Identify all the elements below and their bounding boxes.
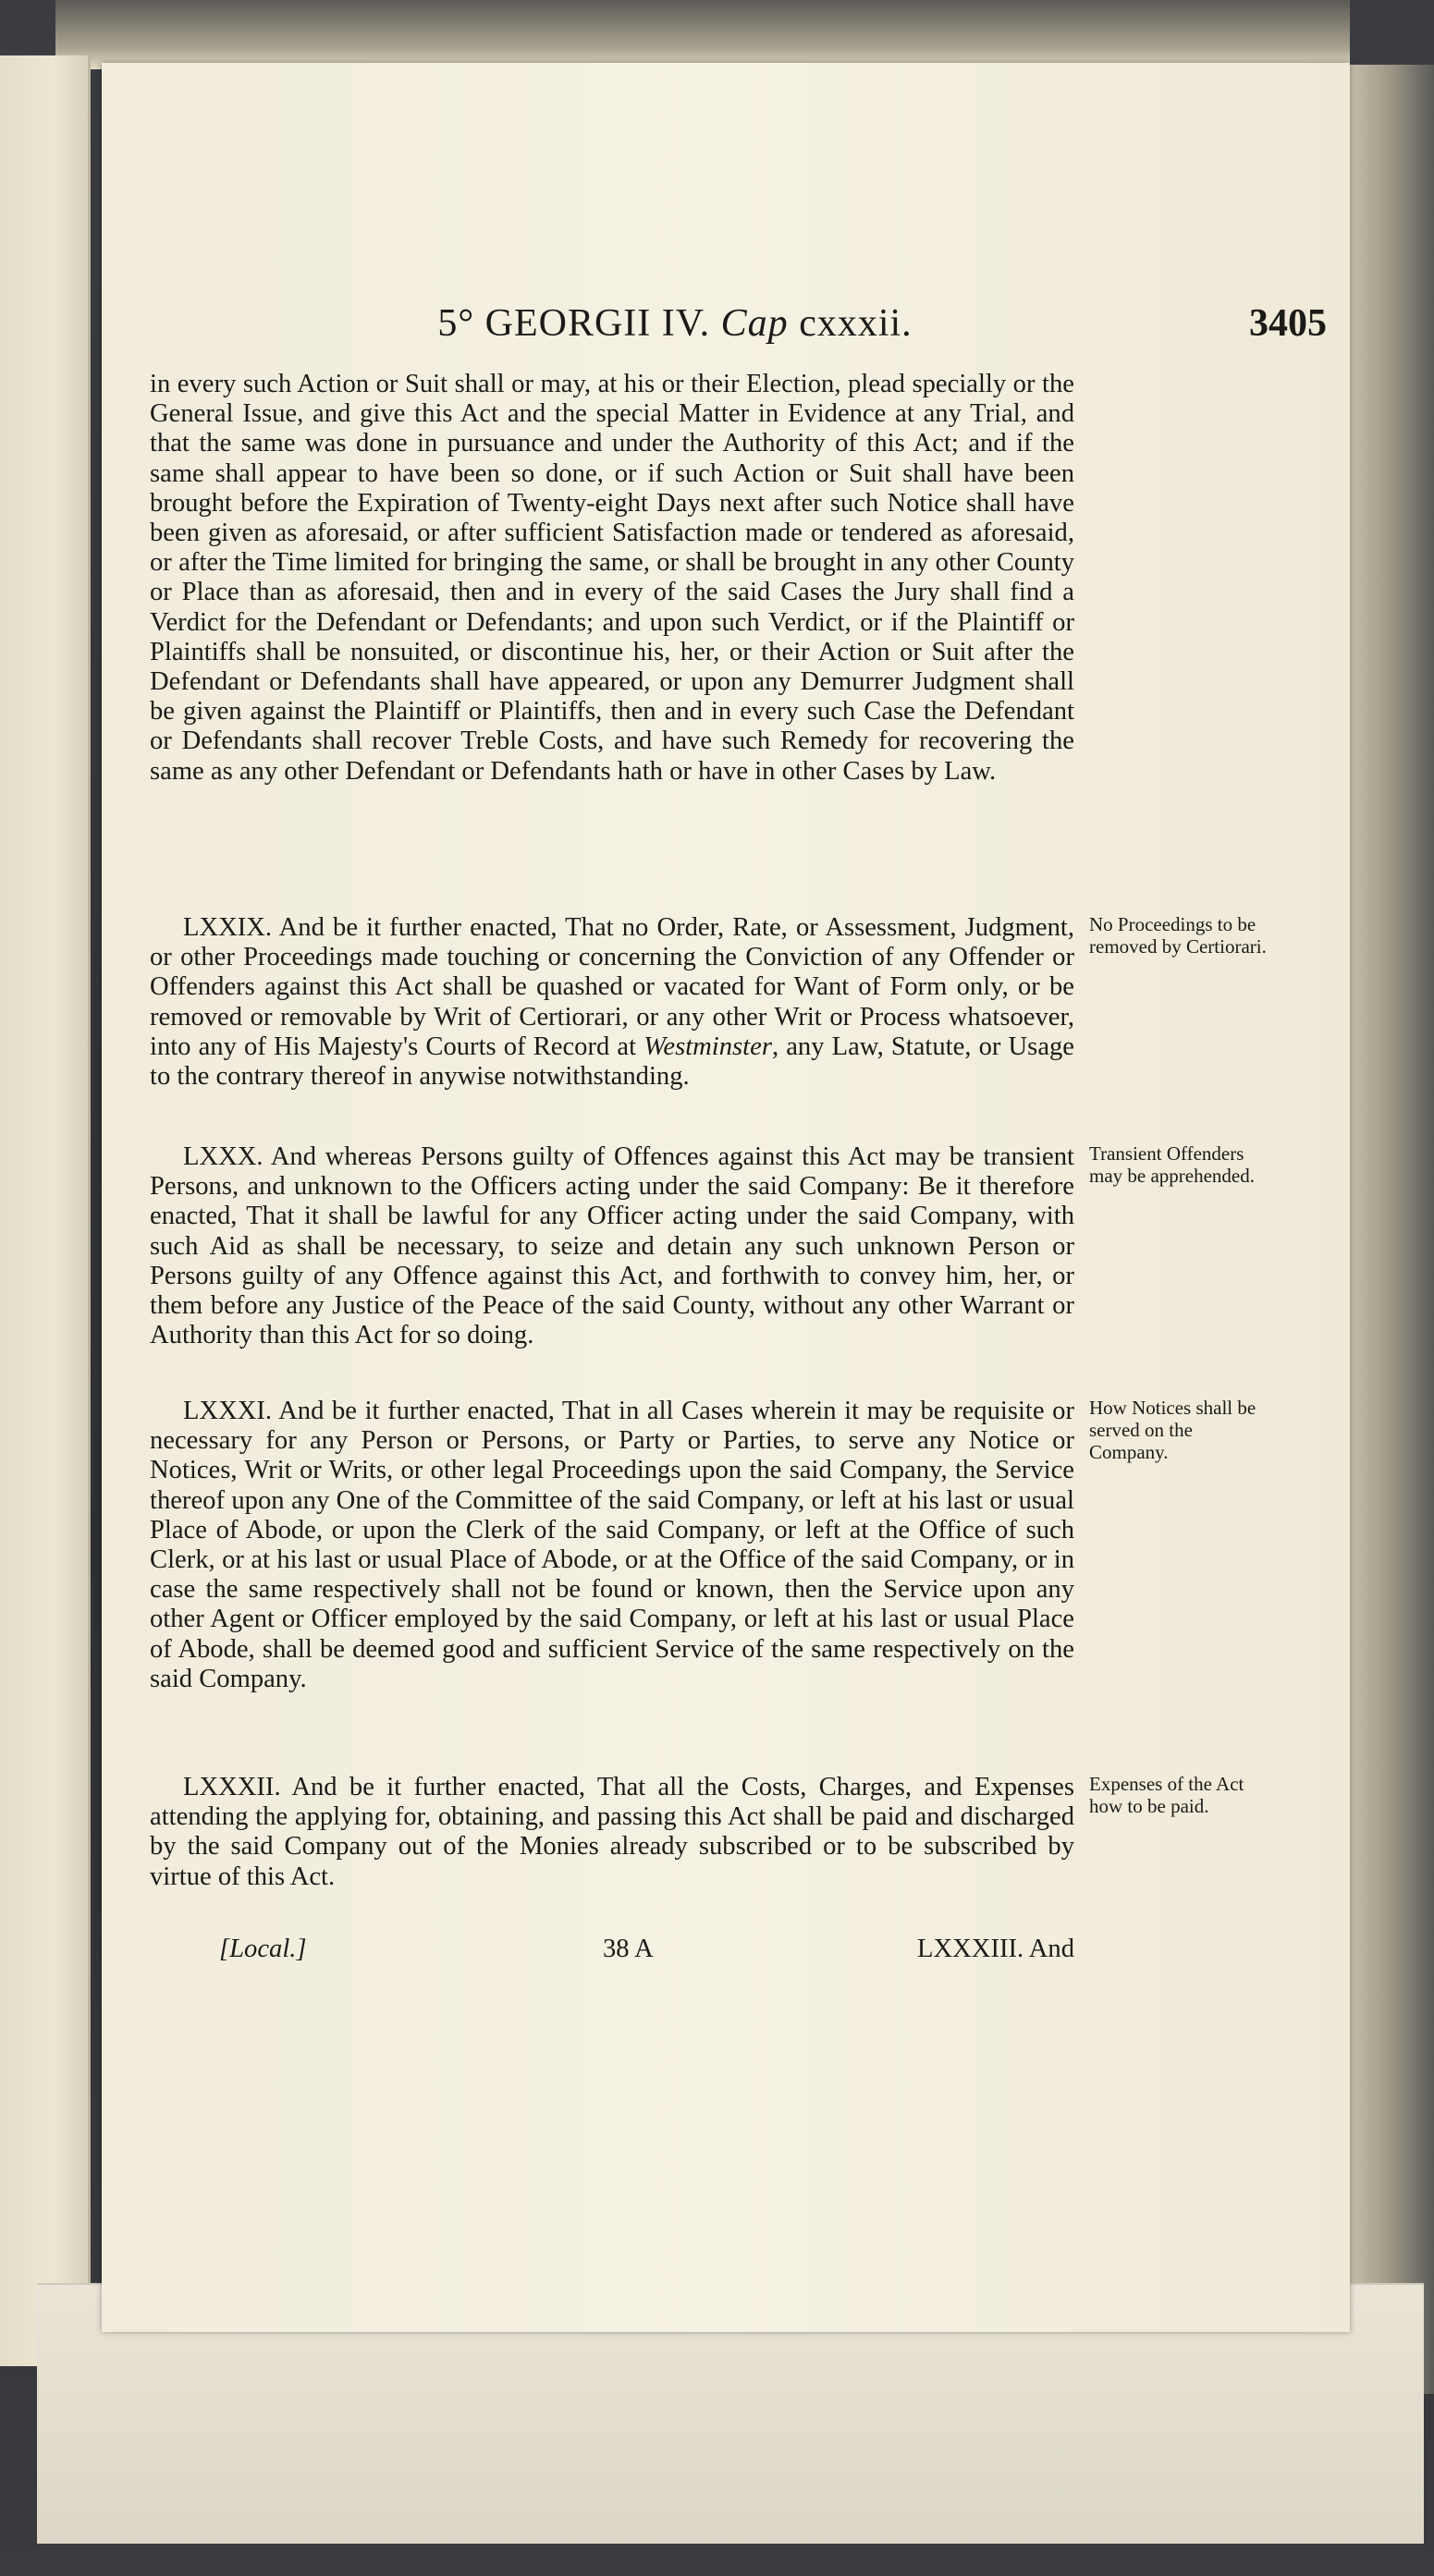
section-79 bbox=[150, 913, 1074, 1092]
margin-note-80: Transient Offenders may be apprehended. bbox=[1089, 1142, 1256, 1187]
document-page bbox=[102, 63, 1350, 2332]
page-footer bbox=[150, 1935, 1074, 1972]
local-label: [Local.] bbox=[219, 1935, 307, 1963]
top-page-edges bbox=[55, 0, 1350, 69]
page-number: 3405 bbox=[1249, 302, 1327, 345]
section-81-text: LXXXI. And be it further enacted, That in all Cases wherein it may be requisite or necessary for any Person or Persons, or Party or Parties, to serve any Notice or Notices, Writ or Writs, or other legal Proceedings upon the said Company, the Service thereof upon any One of the Committee of the said Company, or left at his last or usual Place of Abode, or upon the Clerk of the said Company, or left at the Office of such Clerk, or at his last or usual Place of Abode, or at the Office of the said Company, or in case the same respectively shall not be found or known, then the Service upon any other Agent or Officer employed by the said Company, or left at his last or usual Place of Abode, shall be deemed good and sufficient Service of the same respectively on the said Company. bbox=[150, 1397, 1074, 1693]
chapter-number: cxxxii. bbox=[799, 302, 913, 345]
right-page-edges bbox=[1345, 65, 1434, 2394]
section-80 bbox=[150, 1142, 1074, 1350]
act-title bbox=[324, 301, 1026, 346]
section-82-text: LXXXII. And be it further enacted, That all the Costs, Charges, and Expenses attending the applying for, obtaining, and passing this Act shall be paid and discharged by the said Company out of the Monies already subscribed or to be subscribed by virtue of this Act. bbox=[150, 1773, 1074, 1891]
signature-mark: 38 A bbox=[603, 1935, 654, 1963]
cap-label: Cap bbox=[720, 302, 789, 345]
margin-note-82: Expenses of the Act how to be paid. bbox=[1089, 1773, 1244, 1817]
place-name: Westminster bbox=[643, 1032, 772, 1061]
margin-note-79: No Proceedings to be removed by Certiorari. bbox=[1089, 913, 1267, 958]
section-79-text: LXXIX. And be it further enacted, That no Order, Rate, or Assessment, Judgment, or other Proceedings made touching or concerning the Conviction of any Offender or Offenders against this Act shall be quashed or vacated for Want of Form only, or be removed or removable by Writ of Certiorari, or any other Writ or Process whatsoever, into any of His Majesty's Courts of Record at Westminster, any Law, Statute, or Usage to the contrary thereof in anywise notwithstanding. bbox=[150, 913, 1074, 1092]
margin-note-81: How Notices shall be served on the Company. bbox=[1089, 1397, 1256, 1463]
section-81 bbox=[150, 1397, 1074, 1694]
continuation-paragraph bbox=[150, 370, 1074, 787]
section-80-text: LXXX. And whereas Persons guilty of Offences against this Act may be transient Persons, and unknown to the Officers acting under the said Company: Be it therefore enacted, That it shall be lawful for any Officer acting under the said Company, with such Aid as shall be necessary, to seize and detain any such unknown Person or Persons guilty of any Offence against this Act, and forthwith to convey him, her, or them before any Justice of the Peace of the said County, without any other Warrant or Authority than this Act for so doing. bbox=[150, 1142, 1074, 1350]
continuation-text: in every such Action or Suit shall or may, at his or their Election, plead specially or the General Issue, and give this Act and the special Matter in Evidence at any Trial, and that the same was done in pursuance and under the Authority of this Act; and if the same shall appear to have been so done, or if such Action or Suit shall have been brought before the Expiration of Twenty-eight Days next after such Notice shall have been given as aforesaid, or after sufficient Satisfaction made or tendered as aforesaid, or after the Time limited for bringing the same, or shall be brought in any other County or Place than as aforesaid, then and in every of the said Cases the Jury shall find a Verdict for the Defendant or Defendants; and upon such Verdict, or if the Plaintiff or Plaintiffs shall be nonsuited, or discontinue his, her, or their Action or Suit after the Defendant or Defendants shall have appeared, or upon any Demurrer Judgment shall be given against the Plaintiff or Plaintiffs, then and in every such Case the Defendant or Defendants shall recover Treble Costs, and have such Remedy for recovering the same as any other Defendant or Defendants hath or have in other Cases by Law. bbox=[150, 370, 1074, 786]
regnal-year: 5° GEORGII IV. bbox=[437, 302, 711, 345]
catchword: LXXXIII. And bbox=[917, 1935, 1074, 1963]
left-facing-page-edge bbox=[0, 55, 91, 2366]
section-82 bbox=[150, 1773, 1074, 1892]
running-head bbox=[324, 301, 1327, 357]
